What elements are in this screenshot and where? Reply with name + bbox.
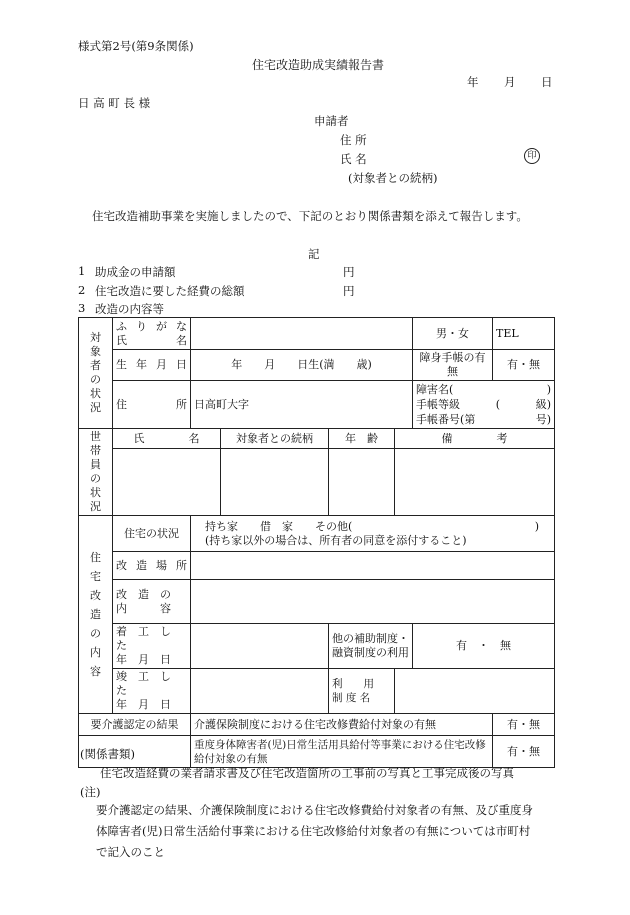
document-title: 住宅改造助成実績報告書 bbox=[252, 58, 385, 72]
ki-label: 記 bbox=[308, 247, 320, 261]
addressee: 日 高 町 長 様 bbox=[78, 96, 151, 110]
subject-address-field[interactable] bbox=[191, 381, 413, 429]
item-3-no: 3 bbox=[78, 301, 86, 315]
start-date-field[interactable] bbox=[191, 624, 329, 669]
disability-details[interactable] bbox=[413, 381, 555, 429]
furigana-name-label: ふりがな 氏名 bbox=[113, 318, 191, 350]
hh-age-field[interactable] bbox=[329, 449, 395, 516]
content-field[interactable] bbox=[191, 580, 555, 624]
subject-address-label: 住 所 bbox=[113, 381, 191, 429]
sex-field[interactable]: 男・女 bbox=[413, 318, 493, 350]
item-2-no: 2 bbox=[78, 283, 86, 297]
handbook-label: 障身手帳の有無 bbox=[413, 350, 493, 381]
usage-field[interactable] bbox=[395, 669, 555, 714]
subject-name-field[interactable] bbox=[191, 318, 413, 350]
household-header: 世 帯 員 の 状 況 bbox=[79, 429, 113, 516]
subject-header: 対 象 者 の 状 況 bbox=[79, 318, 113, 429]
applicant-name-label: 氏 名 bbox=[340, 152, 367, 166]
address-prefix: 日高町大字 bbox=[194, 397, 249, 411]
hh-col-remarks: 備 考 bbox=[395, 429, 555, 449]
form-number: 様式第2号(第9条関係) bbox=[78, 39, 194, 53]
location-field[interactable] bbox=[191, 552, 555, 580]
handbook-value[interactable]: 有・無 bbox=[493, 350, 555, 381]
care-result-label: 要介護認定の結果 bbox=[79, 714, 191, 736]
content-label: 改 造 の 内 容 bbox=[113, 580, 191, 624]
disability-close: ) bbox=[546, 383, 552, 396]
relation-note: (対象者との続柄) bbox=[348, 171, 438, 185]
hh-relation-field[interactable] bbox=[221, 449, 329, 516]
number-label: 手帳番号(第 bbox=[416, 413, 476, 426]
house-status-note: (持ち家以外の場合は、所有者の同意を添付すること) bbox=[205, 533, 467, 547]
location-label: 改造場所 bbox=[113, 552, 191, 580]
house-status-options: 持ち家 借 家 その他( bbox=[205, 519, 353, 533]
start-date-label: 着 工 し た 年 月 日 bbox=[113, 624, 191, 669]
severe-value[interactable]: 有・無 bbox=[493, 736, 555, 768]
hh-name-field[interactable] bbox=[113, 449, 221, 516]
item-3-label: 改造の内容等 bbox=[95, 302, 164, 316]
number-unit: 号) bbox=[535, 413, 552, 426]
birth-label: 生年月日 bbox=[113, 350, 191, 381]
related-docs-text: 住宅改造経費の業者請求書及び住宅改造箇所の工事前の写真と工事完成後の写真 bbox=[100, 766, 514, 780]
disability-name-label: 障害名( bbox=[416, 383, 454, 396]
related-docs-label: (関係書類) bbox=[80, 747, 135, 761]
date-month: 月 bbox=[504, 75, 516, 89]
item-2-label: 住宅改造に要した経費の総額 bbox=[95, 284, 245, 298]
hh-col-relation: 対象者との続柄 bbox=[221, 429, 329, 449]
other-support-label: 他の補助制度・ 融資制度の利用 bbox=[329, 624, 413, 669]
grade-label: 手帳等級 bbox=[416, 398, 461, 411]
tel-label: TEL bbox=[496, 326, 519, 340]
grade-paren: ( bbox=[495, 398, 501, 411]
care-value[interactable]: 有・無 bbox=[493, 714, 555, 736]
tel-field[interactable] bbox=[493, 318, 555, 350]
care-text: 介護保険制度における住宅改修費給付対象の有無 bbox=[191, 714, 493, 736]
note-text: 要介護認定の結果、介護保険制度における住宅改修費給付対象者の有無、及び重度身体障害者(児)日常生活給付事業における住宅改修給付対象者の有無については市町村で記入のこと bbox=[96, 803, 533, 859]
house-status-close: ) bbox=[534, 519, 540, 533]
end-date-label: 竣 工 し た 年 月 日 bbox=[113, 669, 191, 714]
hh-col-name: 氏 名 bbox=[113, 429, 221, 449]
applicant-label: 申請者 bbox=[314, 114, 349, 128]
end-date-field[interactable] bbox=[191, 669, 329, 714]
birth-field[interactable]: 年 月 日生(満 歳) bbox=[191, 350, 413, 381]
grade-unit: 級) bbox=[535, 398, 552, 411]
item-2-unit: 円 bbox=[343, 284, 355, 298]
hh-col-age: 年 齢 bbox=[329, 429, 395, 449]
seal-mark: 印 bbox=[524, 148, 540, 164]
item-1-label: 助成金の申請額 bbox=[95, 265, 176, 279]
note-label: (注) bbox=[80, 785, 101, 799]
date-day: 日 bbox=[541, 75, 553, 89]
severe-text: 重度身体障害者(児)日常生活用具給付等事業における住宅改修給付対象の有無 bbox=[191, 736, 493, 768]
item-1-unit: 円 bbox=[343, 265, 355, 279]
date-year: 年 bbox=[467, 75, 479, 89]
item-1-no: 1 bbox=[78, 264, 86, 278]
house-status-field[interactable] bbox=[191, 516, 555, 552]
house-header: 住 宅 改 造 の 内 容 bbox=[79, 516, 113, 714]
body-text: 住宅改造補助事業を実施しましたので、下記のとおり関係書類を添えて報告します。 bbox=[92, 209, 528, 223]
hh-remarks-field[interactable] bbox=[395, 449, 555, 516]
usage-label: 利 用 制 度 名 bbox=[329, 669, 395, 714]
house-status-label: 住宅の状況 bbox=[113, 516, 191, 552]
applicant-address-label: 住 所 bbox=[340, 133, 367, 147]
other-support-value[interactable]: 有 ・ 無 bbox=[413, 624, 555, 669]
report-table bbox=[78, 317, 555, 768]
